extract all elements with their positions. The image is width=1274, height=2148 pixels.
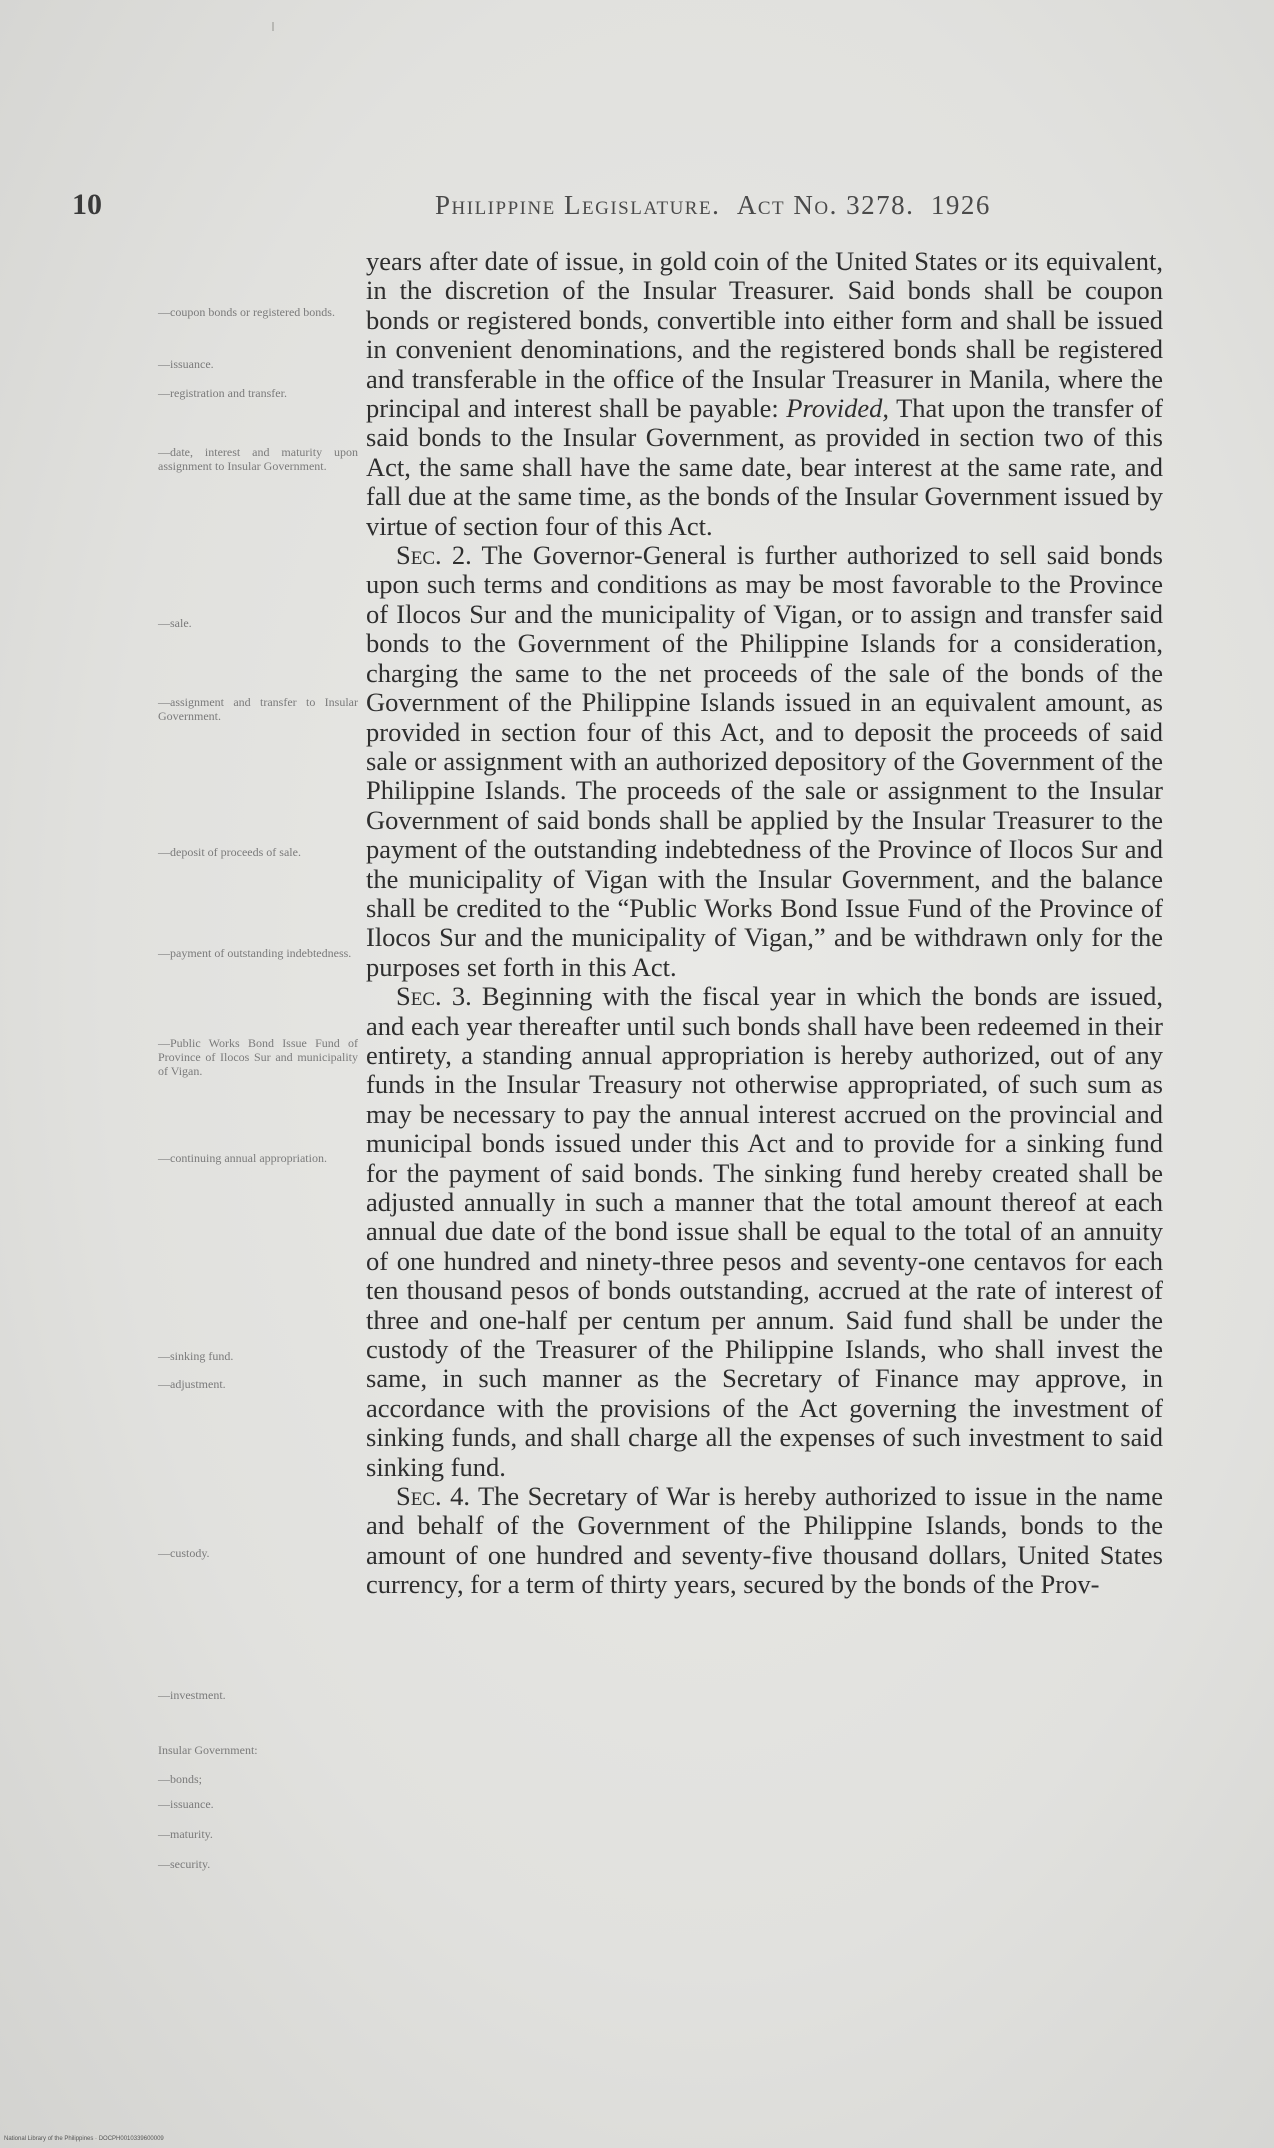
page-number: 10: [72, 188, 102, 221]
margin-note: —Public Works Bond Issue Fund of Province of Ilocos Sur and municipality of Vigan.: [158, 1036, 358, 1078]
section-label: Sec. 2.: [396, 540, 472, 571]
section-label: Sec. 4.: [396, 1481, 470, 1512]
margin-note: —payment of outstanding indebtedness.: [158, 946, 352, 960]
section-text: The Governor-General is further authorized to sell said bonds upon such terms and conditions as may be most favorable to the Province of Ilocos Sur and the municipality of Vigan, or to assign and transfer said bonds to the Government of the Philippine Islands for a consideration, charging the same to the net proceeds of the sale of the bonds of the Government of the Philippine Islands issued in an equivalent amount, as provided in section four of this Act, and to deposit the proceeds of said sale or assignment with an authorized depository of the Government of the Philippine Islands. The proceeds of the sale or assignment to the Insular Government of said bonds shall be applied by the Insular Treasurer to the payment of the outstanding indebtedness of the Province of Ilocos Sur and the municipality of Vigan with the Insular Government, and the balance shall be credited to the “Public Works Bond Issue Fund of the Province of Ilocos Sur and the municipality of Vigan,” and be withdrawn only for the purposes set forth in this Act.: [366, 540, 1163, 982]
running-head-year: 1926: [930, 190, 991, 220]
provided-clause: Provided,: [786, 393, 890, 424]
section-2: [366, 541, 1163, 982]
paragraph-continued: [366, 247, 1163, 541]
margin-note: —maturity.: [158, 1827, 213, 1841]
scan-footer: National Library of the Philippines · DOCPH0010339600009: [4, 2136, 164, 2142]
margin-note: —coupon bonds or registered bonds.: [158, 305, 335, 319]
body-text: [366, 247, 1163, 1600]
margin-note: —date, interest and maturity upon assignment to Insular Government.: [158, 445, 358, 473]
paragraph-text: That upon the transfer of said bonds to the Insular Government, as provided in section two of this Act, the same shall have the same date, bear interest at the same rate, and fall due at the same time, as the bonds of the Insular Government issued by virtue of section four of this Act.: [366, 393, 1164, 541]
running-head-act: Act No. 3278.: [736, 190, 915, 220]
section-label: Sec. 3.: [396, 981, 472, 1012]
section-4: [366, 1482, 1163, 1600]
margin-note: —security.: [158, 1857, 211, 1871]
margin-note: —issuance.: [158, 1797, 214, 1811]
margin-note: —investment.: [158, 1688, 226, 1702]
margin-note: —adjustment.: [158, 1377, 226, 1391]
margin-note: —deposit of proceeds of sale.: [158, 845, 301, 859]
margin-note: —issuance.: [158, 357, 214, 371]
margin-note: —custody.: [158, 1546, 210, 1560]
section-text: The Secretary of War is hereby authorized to issue in the name and behalf of the Government of the Philippine Islands, bonds to the amount of one hundred and seventy-five thousand dollars, United States currency, for a term of thirty years, secured by the bonds of the Prov-: [366, 1481, 1163, 1600]
scan-speck: [272, 22, 274, 31]
margin-note: Insular Government:: [158, 1743, 258, 1757]
margin-note: —sinking fund.: [158, 1349, 234, 1363]
section-text: Beginning with the fiscal year in which the bonds are issued, and each year thereafter until such bonds shall have been redeemed in their entirety, a standing annual appropriation is hereby authorized, out of any funds in the Insular Treasury not otherwise appropriated, of such sum as may be necessary to pay the annual interest accrued on the provincial and municipal bonds issued under this Act and to provide for a sinking fund for the payment of said bonds. The sinking fund hereby created shall be adjusted annually in such a manner that the total amount thereof at each annual due date of the bond issue shall be equal to the total of an annuity of one hundred and ninety-three pesos and seventy-one centavos for each ten thousand pesos of bonds outstanding, accrued at the rate of interest of three and one-half per centum per annum. Said fund shall be under the custody of the Treasurer of the Philippine Islands, who shall invest the same, in such manner as the Secretary of Finance may approve, in accordance with the provisions of the Act governing the investment of sinking funds, and shall charge all the expenses of such investment to said sinking fund.: [366, 981, 1164, 1482]
margin-note: —registration and transfer.: [158, 386, 287, 400]
margin-note: —bonds;: [158, 1772, 203, 1786]
running-head-legislature: Philippine Legislature.: [435, 190, 721, 220]
margin-note: —sale.: [158, 616, 192, 630]
paragraph-text: years after date of issue, in gold coin of the United States or its equivalent, in the discretion of the Insular Treasurer. Said bonds shall be coupon bonds or registered bonds, convertible into either form and shall be issued in convenient denominations, and the registered bonds shall be registered and transferable in the office of the Insular Treasurer in Manila, where the principal and interest shall be payable:: [366, 246, 1163, 424]
section-3: [366, 982, 1163, 1482]
margin-note: —assignment and transfer to Insular Government.: [158, 695, 358, 723]
running-head: [435, 190, 991, 221]
margin-note: —continuing annual appropriation.: [158, 1151, 327, 1165]
